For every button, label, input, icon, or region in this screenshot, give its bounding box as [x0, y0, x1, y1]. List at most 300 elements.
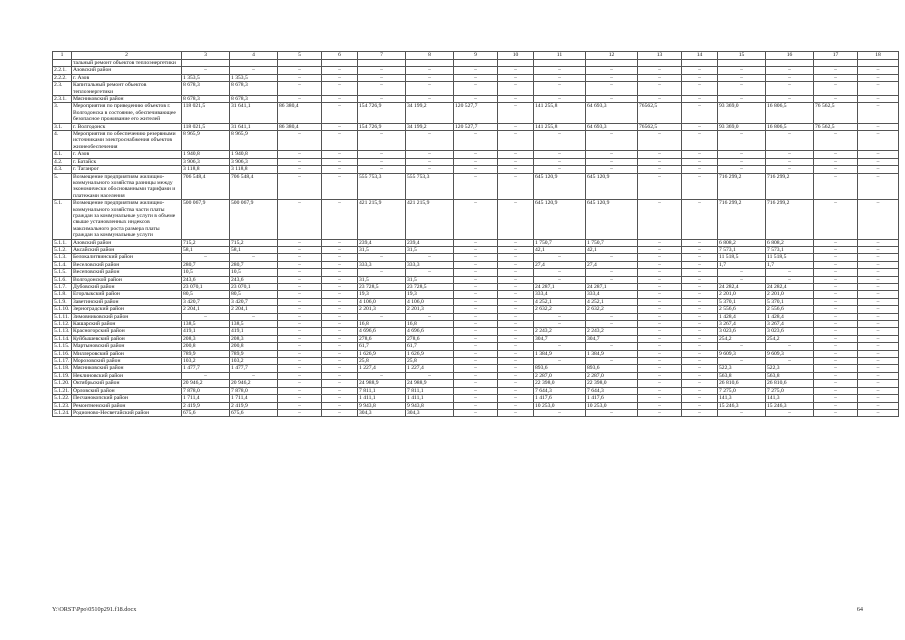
value-cell: –: [858, 335, 899, 342]
row-number-cell: 5.1.3.: [53, 254, 72, 261]
value-cell: –: [454, 200, 498, 239]
value-cell: 208,3: [230, 335, 278, 342]
value-cell: 645 120,9: [534, 173, 586, 200]
value-cell: –: [322, 246, 358, 253]
value-cell: –: [682, 335, 718, 342]
value-cell: –: [322, 239, 358, 246]
value-cell: –: [454, 380, 498, 387]
value-cell: –: [638, 395, 682, 402]
value-cell: –: [278, 173, 322, 200]
value-cell: –: [638, 350, 682, 357]
value-cell: –: [278, 166, 322, 173]
value-cell: 2 419,9: [182, 402, 230, 409]
value-cell: –: [534, 321, 586, 328]
value-cell: 1 940,8: [182, 151, 230, 158]
value-cell: –: [766, 409, 814, 416]
row-name-cell: Зерноградский район: [72, 306, 182, 313]
row-name-cell: г. Азов: [72, 74, 182, 81]
value-cell: 555 753,3: [406, 173, 454, 200]
value-cell: –: [586, 409, 638, 416]
value-cell: 2 243,2: [534, 328, 586, 335]
value-cell: 200,8: [230, 343, 278, 350]
row-number-cell: 5.: [53, 173, 72, 200]
value-cell: 3 118,8: [182, 166, 230, 173]
value-cell: –: [682, 409, 718, 416]
value-cell: –: [322, 158, 358, 165]
value-cell: 6 808,2: [766, 239, 814, 246]
value-cell: –: [498, 276, 534, 283]
value-cell: 1 626,9: [358, 350, 406, 357]
value-cell: –: [718, 82, 766, 96]
row-name-cell: Мартыновский район: [72, 343, 182, 350]
value-cell: –: [454, 269, 498, 276]
value-cell: 1 711,4: [182, 395, 230, 402]
value-cell: –: [534, 67, 586, 74]
value-cell: –: [638, 387, 682, 394]
value-cell: –: [638, 306, 682, 313]
value-cell: 24 287,1: [534, 284, 586, 291]
value-cell: –: [534, 96, 586, 103]
value-cell: –: [322, 67, 358, 74]
value-cell: –: [682, 276, 718, 283]
value-cell: –: [858, 313, 899, 320]
value-cell: 154 726,9: [358, 103, 406, 123]
value-cell: –: [586, 358, 638, 365]
value-cell: 19,3: [406, 291, 454, 298]
value-cell: –: [718, 158, 766, 165]
header-cell: 15: [718, 52, 766, 60]
value-cell: –: [586, 158, 638, 165]
value-cell: –: [534, 343, 586, 350]
value-cell: –: [358, 74, 406, 81]
table-row: [53, 313, 899, 320]
value-cell: –: [498, 246, 534, 253]
row-name-cell: Капитальный ремонт объектов теплоэнергетики: [72, 82, 182, 96]
value-cell: 20 946,2: [230, 380, 278, 387]
value-cell: –: [498, 291, 534, 298]
value-cell: 16 806,5: [766, 103, 814, 123]
value-cell: 19,3: [358, 291, 406, 298]
value-cell: –: [814, 358, 858, 365]
row-number-cell: [53, 60, 72, 67]
value-cell: 333,4: [586, 291, 638, 298]
value-cell: –: [814, 200, 858, 239]
value-cell: –: [682, 173, 718, 200]
value-cell: –: [682, 151, 718, 158]
value-cell: 1,7: [718, 261, 766, 268]
value-cell: –: [766, 67, 814, 74]
table-row: [53, 343, 899, 350]
value-cell: –: [858, 365, 899, 372]
value-cell: 141 255,8: [534, 123, 586, 130]
value-cell: –: [858, 131, 899, 151]
value-cell: 20 946,2: [182, 380, 230, 387]
value-cell: –: [406, 313, 454, 320]
value-cell: –: [682, 387, 718, 394]
value-cell: 8 678,3: [182, 82, 230, 96]
row-name-cell: Веселовский район: [72, 261, 182, 268]
value-cell: 645 120,9: [586, 200, 638, 239]
value-cell: –: [638, 402, 682, 409]
value-cell: 3 118,8: [230, 166, 278, 173]
value-cell: 716 299,2: [766, 200, 814, 239]
value-cell: –: [358, 269, 406, 276]
value-cell: 239,4: [358, 239, 406, 246]
value-cell: 24 287,1: [586, 284, 638, 291]
row-name-cell: Азовский район: [72, 239, 182, 246]
value-cell: 419,1: [182, 328, 230, 335]
row-number-cell: 5.1.10.: [53, 306, 72, 313]
value-cell: –: [682, 298, 718, 305]
value-cell: –: [278, 372, 322, 379]
value-cell: 4 696,6: [406, 328, 454, 335]
value-cell: 34 199,2: [406, 123, 454, 130]
value-cell: 16,8: [358, 321, 406, 328]
table-row: [53, 387, 899, 394]
value-cell: –: [682, 239, 718, 246]
value-cell: –: [638, 166, 682, 173]
value-cell: [682, 60, 718, 67]
value-cell: –: [454, 239, 498, 246]
value-cell: 24 988,9: [358, 380, 406, 387]
value-cell: –: [406, 96, 454, 103]
value-cell: 555 753,3: [358, 173, 406, 200]
value-cell: –: [682, 261, 718, 268]
value-cell: –: [358, 131, 406, 151]
value-cell: –: [498, 402, 534, 409]
value-cell: –: [278, 158, 322, 165]
value-cell: –: [766, 269, 814, 276]
value-cell: –: [278, 291, 322, 298]
value-cell: –: [814, 343, 858, 350]
value-cell: –: [498, 166, 534, 173]
value-cell: –: [498, 343, 534, 350]
value-cell: 93 369,0: [718, 103, 766, 123]
row-number-cell: 2.2.2.: [53, 74, 72, 81]
value-cell: –: [682, 372, 718, 379]
value-cell: 25,8: [358, 358, 406, 365]
value-cell: –: [322, 291, 358, 298]
value-cell: –: [858, 261, 899, 268]
value-cell: 243,6: [182, 276, 230, 283]
value-cell: –: [858, 395, 899, 402]
value-cell: –: [638, 409, 682, 416]
value-cell: –: [858, 358, 899, 365]
value-cell: –: [278, 365, 322, 372]
value-cell: 118 021,5: [182, 103, 230, 123]
table-row: [53, 60, 899, 67]
table-row: [53, 291, 899, 298]
value-cell: –: [586, 67, 638, 74]
row-number-cell: 5.1.: [53, 200, 72, 239]
value-cell: –: [278, 358, 322, 365]
value-cell: [586, 60, 638, 67]
value-cell: –: [498, 151, 534, 158]
table-row: [53, 395, 899, 402]
value-cell: –: [534, 131, 586, 151]
value-cell: 789,9: [182, 350, 230, 357]
value-cell: –: [278, 276, 322, 283]
value-cell: –: [858, 103, 899, 123]
value-cell: –: [230, 67, 278, 74]
value-cell: 11 518,5: [766, 254, 814, 261]
value-cell: –: [814, 74, 858, 81]
value-cell: 2 556,6: [766, 306, 814, 313]
value-cell: –: [454, 409, 498, 416]
value-cell: –: [682, 166, 718, 173]
value-cell: –: [814, 67, 858, 74]
value-cell: 706 548,4: [230, 173, 278, 200]
value-cell: –: [638, 269, 682, 276]
row-name-cell: Миллеровский район: [72, 350, 182, 357]
value-cell: 4 252,1: [586, 298, 638, 305]
value-cell: 1 411,1: [358, 395, 406, 402]
value-cell: –: [638, 335, 682, 342]
row-name-cell: г. Азов: [72, 151, 182, 158]
value-cell: –: [322, 96, 358, 103]
header-cell: 11: [534, 52, 586, 60]
value-cell: –: [454, 284, 498, 291]
header-cell: 16: [766, 52, 814, 60]
value-cell: 25,8: [406, 358, 454, 365]
table-row: [53, 151, 899, 158]
value-cell: –: [322, 298, 358, 305]
value-cell: 208,3: [182, 335, 230, 342]
row-name-cell: Кашарский район: [72, 321, 182, 328]
value-cell: –: [858, 123, 899, 130]
row-name-cell: Ремонтненский район: [72, 402, 182, 409]
value-cell: –: [322, 328, 358, 335]
value-cell: 716 299,2: [718, 173, 766, 200]
value-cell: 31,5: [358, 246, 406, 253]
value-cell: –: [718, 166, 766, 173]
value-cell: 26 810,6: [766, 380, 814, 387]
row-name-cell: г. Таганрог: [72, 166, 182, 173]
value-cell: –: [182, 313, 230, 320]
row-number-cell: 5.1.5.: [53, 269, 72, 276]
value-cell: –: [718, 67, 766, 74]
value-cell: 715,2: [230, 239, 278, 246]
value-cell: 76562,5: [638, 103, 682, 123]
value-cell: –: [586, 131, 638, 151]
table-row: [53, 173, 899, 200]
row-number-cell: 4.2.: [53, 158, 72, 165]
value-cell: 333,3: [358, 261, 406, 268]
value-cell: –: [498, 82, 534, 96]
value-cell: –: [638, 158, 682, 165]
value-cell: –: [534, 313, 586, 320]
value-cell: 86 380,4: [278, 123, 322, 130]
value-cell: –: [586, 151, 638, 158]
value-cell: –: [814, 276, 858, 283]
value-cell: 80,5: [182, 291, 230, 298]
value-cell: –: [322, 166, 358, 173]
value-cell: 15 246,3: [766, 402, 814, 409]
value-cell: 15 246,3: [718, 402, 766, 409]
value-cell: –: [322, 103, 358, 123]
value-cell: –: [454, 96, 498, 103]
value-cell: –: [322, 343, 358, 350]
value-cell: –: [814, 350, 858, 357]
value-cell: –: [718, 74, 766, 81]
value-cell: –: [278, 269, 322, 276]
value-cell: –: [858, 321, 899, 328]
row-number-cell: 5.1.19.: [53, 372, 72, 379]
row-number-cell: 5.1.15.: [53, 343, 72, 350]
value-cell: 239,4: [406, 239, 454, 246]
value-cell: 10,5: [182, 269, 230, 276]
value-cell: 3 906,3: [182, 158, 230, 165]
value-cell: 715,2: [182, 239, 230, 246]
value-cell: 7 878,0: [182, 387, 230, 394]
table-row: [53, 239, 899, 246]
value-cell: –: [278, 261, 322, 268]
header-cell: 1: [53, 52, 72, 60]
value-cell: –: [858, 380, 899, 387]
value-cell: 9 609,3: [718, 350, 766, 357]
header-cell: 9: [454, 52, 498, 60]
value-cell: 1 384,9: [586, 350, 638, 357]
value-cell: –: [766, 82, 814, 96]
value-cell: 254,2: [718, 335, 766, 342]
row-name-cell: г. Батайск: [72, 158, 182, 165]
value-cell: –: [814, 246, 858, 253]
value-cell: –: [858, 306, 899, 313]
value-cell: –: [278, 409, 322, 416]
value-cell: –: [682, 74, 718, 81]
value-cell: 8 965,9: [182, 131, 230, 151]
value-cell: –: [814, 166, 858, 173]
row-name-cell: Белокалитвинский район: [72, 254, 182, 261]
value-cell: –: [814, 328, 858, 335]
value-cell: –: [498, 350, 534, 357]
value-cell: 1 477,7: [182, 365, 230, 372]
value-cell: –: [454, 246, 498, 253]
row-number-cell: 3.: [53, 103, 72, 123]
value-cell: 1 384,9: [534, 350, 586, 357]
value-cell: –: [638, 365, 682, 372]
value-cell: –: [454, 365, 498, 372]
value-cell: –: [454, 151, 498, 158]
value-cell: –: [498, 269, 534, 276]
value-cell: –: [322, 365, 358, 372]
value-cell: –: [358, 254, 406, 261]
value-cell: 27,4: [534, 261, 586, 268]
value-cell: 2 419,9: [230, 402, 278, 409]
value-cell: –: [278, 246, 322, 253]
value-cell: –: [358, 67, 406, 74]
value-cell: 31 641,1: [230, 103, 278, 123]
value-cell: 103,2: [230, 358, 278, 365]
value-cell: –: [858, 298, 899, 305]
header-cell: 7: [358, 52, 406, 60]
value-cell: –: [498, 387, 534, 394]
row-number-cell: 5.1.14.: [53, 335, 72, 342]
value-cell: –: [638, 276, 682, 283]
value-cell: –: [718, 96, 766, 103]
value-cell: –: [454, 306, 498, 313]
value-cell: –: [858, 328, 899, 335]
value-cell: 4 106,0: [406, 298, 454, 305]
value-cell: 9 943,8: [406, 402, 454, 409]
row-name-cell: Мероприятия по приведению объектов г. Волгодонска в состояние, обеспечивающее безопасное проживание его жителей: [72, 103, 182, 123]
value-cell: 200,8: [182, 343, 230, 350]
value-cell: 2 287,0: [586, 372, 638, 379]
value-cell: 31,5: [406, 276, 454, 283]
table-row: [53, 254, 899, 261]
header-cell: 17: [814, 52, 858, 60]
value-cell: –: [498, 358, 534, 365]
value-cell: –: [638, 67, 682, 74]
value-cell: –: [322, 306, 358, 313]
value-cell: –: [454, 321, 498, 328]
value-cell: –: [682, 313, 718, 320]
value-cell: 280,7: [182, 261, 230, 268]
value-cell: 10 253,0: [586, 402, 638, 409]
value-cell: –: [858, 372, 899, 379]
header-cell: 6: [322, 52, 358, 60]
value-cell: –: [586, 82, 638, 96]
value-cell: –: [406, 151, 454, 158]
value-cell: 1 411,1: [406, 395, 454, 402]
value-cell: –: [454, 82, 498, 96]
value-cell: –: [638, 151, 682, 158]
value-cell: –: [586, 321, 638, 328]
value-cell: –: [454, 343, 498, 350]
value-cell: –: [322, 313, 358, 320]
value-cell: –: [230, 372, 278, 379]
value-cell: 10 253,0: [534, 402, 586, 409]
value-cell: –: [638, 200, 682, 239]
value-cell: –: [858, 200, 899, 239]
value-cell: –: [278, 96, 322, 103]
value-cell: –: [858, 350, 899, 357]
value-cell: 2 204,1: [182, 306, 230, 313]
value-cell: –: [534, 276, 586, 283]
value-cell: –: [498, 158, 534, 165]
value-cell: –: [814, 395, 858, 402]
value-cell: 42,1: [586, 246, 638, 253]
value-cell: 500 067,9: [182, 200, 230, 239]
row-name-cell: Родионово-Несветайский район: [72, 409, 182, 416]
value-cell: –: [454, 358, 498, 365]
value-cell: –: [638, 321, 682, 328]
row-number-cell: 5.1.22.: [53, 395, 72, 402]
value-cell: –: [814, 291, 858, 298]
header-cell: 3: [182, 52, 230, 60]
value-cell: 93 369,0: [718, 123, 766, 130]
value-cell: –: [358, 313, 406, 320]
value-cell: –: [718, 269, 766, 276]
value-cell: 563,8: [718, 372, 766, 379]
value-cell: 7 644,3: [586, 387, 638, 394]
value-cell: –: [498, 365, 534, 372]
row-name-cell: тальный ремонт объектов теплоэнергетики: [72, 60, 182, 67]
table-row: [53, 380, 899, 387]
value-cell: –: [498, 335, 534, 342]
value-cell: 103,2: [182, 358, 230, 365]
value-cell: 1 750,7: [586, 239, 638, 246]
value-cell: 278,6: [406, 335, 454, 342]
value-cell: –: [682, 269, 718, 276]
value-cell: –: [406, 67, 454, 74]
value-cell: –: [718, 131, 766, 151]
value-cell: –: [858, 239, 899, 246]
value-cell: 243,6: [230, 276, 278, 283]
value-cell: –: [406, 254, 454, 261]
value-cell: 22 398,0: [534, 380, 586, 387]
value-cell: –: [454, 74, 498, 81]
